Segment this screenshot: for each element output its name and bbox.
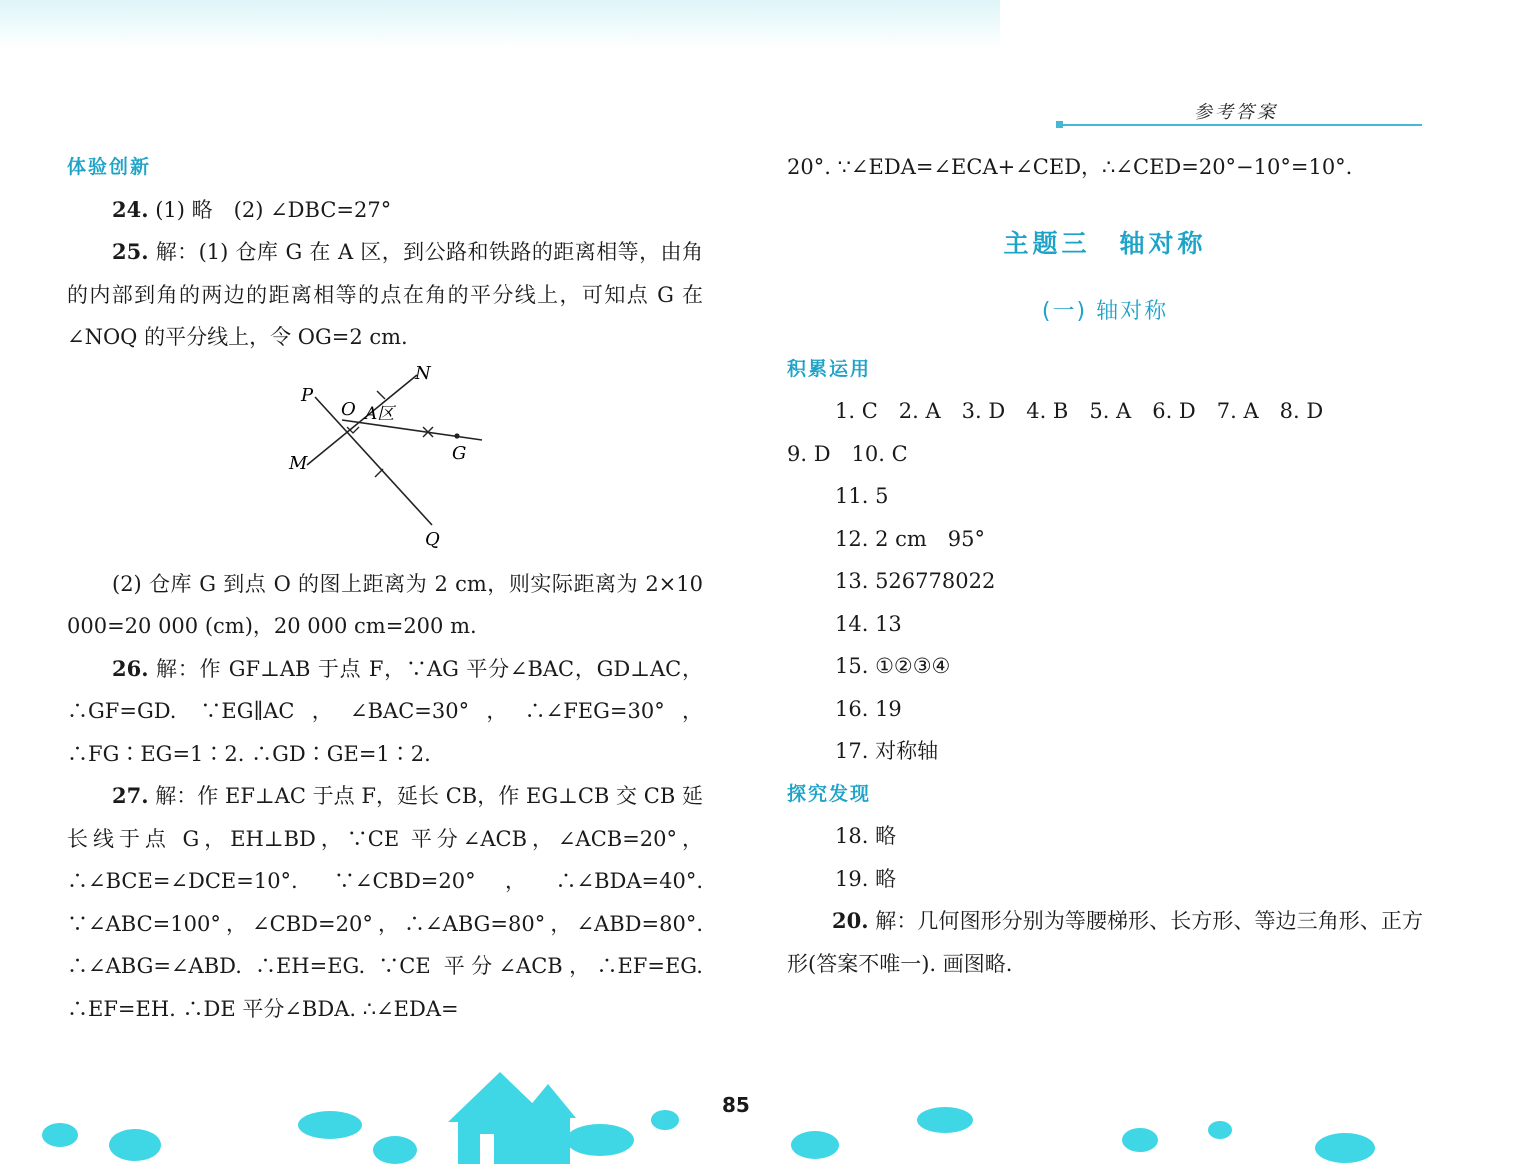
theme-title: 主题三 轴对称: [1003, 228, 1207, 258]
bisector-og: [342, 420, 482, 440]
header-square-bullet: [1056, 121, 1063, 128]
label-g: G: [452, 442, 467, 464]
answer-text: 解：作 EF⊥AC 于点 F，延长 CB，作 EG⊥CB 交 CB 延长线于点 G，EH⊥BD，∵CE 平分∠ACB，∠ACB=20°，∴∠BCE=∠DCE=10°. ∵∠CBD=20°，∴∠BDA=40°. ∵∠ABC=100°，∠CBD=20°，∴∠ABG=80°，∠ABD=80°. ∴∠ABG=∠ABD. ∴EH=EG. ∵CE 平分∠ACB，∴EF=EG. ∴EF=EH. ∴DE 平分∠BDA. ∴∠EDA=: [67, 784, 703, 1021]
label-p: P: [301, 384, 314, 406]
section-heading-jilei: 积累运用: [787, 357, 872, 380]
answer-20: [787, 900, 1423, 985]
answer-text: (1) 略 (2) ∠DBC=27°: [155, 197, 392, 222]
snow-tree-decor: [1315, 1133, 1375, 1163]
label-q: Q: [425, 528, 440, 550]
running-header: [1056, 104, 1422, 128]
page-number: 85: [722, 1093, 750, 1117]
lesson-subtitle: (一) 轴对称: [1041, 299, 1169, 324]
label-o: O: [341, 398, 356, 420]
answer-text: 解：几何图形分别为等腰梯形、长方形、等边三角形、正方形(答案不唯一). 画图略.: [787, 909, 1423, 976]
header-title: 参考答案: [1194, 102, 1278, 123]
mc-answers-row1: 1. C 2. A 3. D 4. B 5. A 6. D 7. A 8. D: [835, 399, 1324, 423]
snow-tree-decor: [791, 1131, 839, 1159]
top-decoration-band: [0, 0, 1000, 48]
house-body-decor: [458, 1118, 570, 1164]
tick-on-on: [377, 391, 385, 399]
house-door-decor: [480, 1134, 494, 1164]
answer-number: 20.: [832, 908, 869, 933]
mc-answers-row2: 9. D 10. C: [787, 441, 908, 466]
snow-tree-decor: [566, 1124, 634, 1156]
answer-24: [67, 189, 703, 232]
header-rule: [1056, 124, 1422, 126]
footer-decoration: [0, 1060, 1536, 1169]
answer-14: 14. 13: [835, 611, 902, 636]
label-n: N: [415, 364, 431, 384]
answer-11: 11. 5: [835, 484, 889, 508]
answer-text: 解：(1) 仓库 G 在 A 区，到公路和铁路的距离相等，由角的内部到角的两边的距离相等的点在角的平分线上，可知点 G 在∠NOQ 的平分线上，令 OG=2 cm.: [67, 240, 704, 349]
answer-13: 13. 526778022: [835, 569, 996, 593]
answer-text: 解：作 GF⊥AB 于点 F，∵AG 平分∠BAC，GD⊥AC，∴GF=GD. ∵EG∥AC，∠BAC=30°，∴∠FEG=30°，∴FG∶EG=1∶2. ∴GD∶GE=1∶2.: [67, 656, 703, 766]
angle-bisector-figure: [267, 365, 527, 555]
answer-27: [67, 775, 703, 1030]
answer-number: 27.: [112, 783, 149, 808]
answer-number: 26.: [112, 655, 149, 681]
answer-25: [67, 231, 703, 359]
answer-number: 24.: [112, 196, 149, 222]
snow-tree-decor: [917, 1107, 973, 1133]
snow-tree-decor: [651, 1110, 679, 1130]
answer-17: 17. 对称轴: [835, 739, 939, 763]
snow-tree-decor: [1208, 1121, 1232, 1139]
answer-18: 18. 略: [835, 824, 897, 848]
snow-tree-decor: [42, 1123, 78, 1147]
line-mn: [307, 375, 417, 465]
answer-27-continued: 20°. ∵∠EDA=∠ECA+∠CED，∴∠CED=20°−10°=10°.: [787, 155, 1353, 179]
answer-25-part2: (2) 仓库 G 到点 O 的图上距离为 2 cm，则实际距离为 2×10 000=20 000 (cm)，20 000 cm=200 m.: [67, 571, 703, 638]
section-heading-tanjiu: 探究发现: [787, 782, 872, 805]
point-g: [454, 433, 459, 438]
left-column: [67, 146, 703, 1030]
section-heading-tiyan: 体验创新: [67, 156, 152, 178]
answer-16: 16. 19: [835, 696, 902, 721]
label-m: M: [289, 452, 308, 474]
answer-26: [67, 648, 703, 776]
label-a-zone: A区: [365, 403, 395, 424]
tick-on-oq: [375, 469, 383, 477]
snow-tree-decor: [1122, 1128, 1158, 1152]
answer-19: 19. 略: [835, 866, 897, 891]
snow-tree-decor: [298, 1111, 362, 1139]
right-column: [787, 146, 1423, 985]
answer-12: 12. 2 cm 95°: [835, 526, 986, 551]
snow-tree-decor: [373, 1136, 417, 1164]
snow-tree-decor: [109, 1129, 161, 1161]
answer-number: 25.: [112, 239, 149, 264]
answer-15: 15. ①②③④: [835, 654, 951, 678]
